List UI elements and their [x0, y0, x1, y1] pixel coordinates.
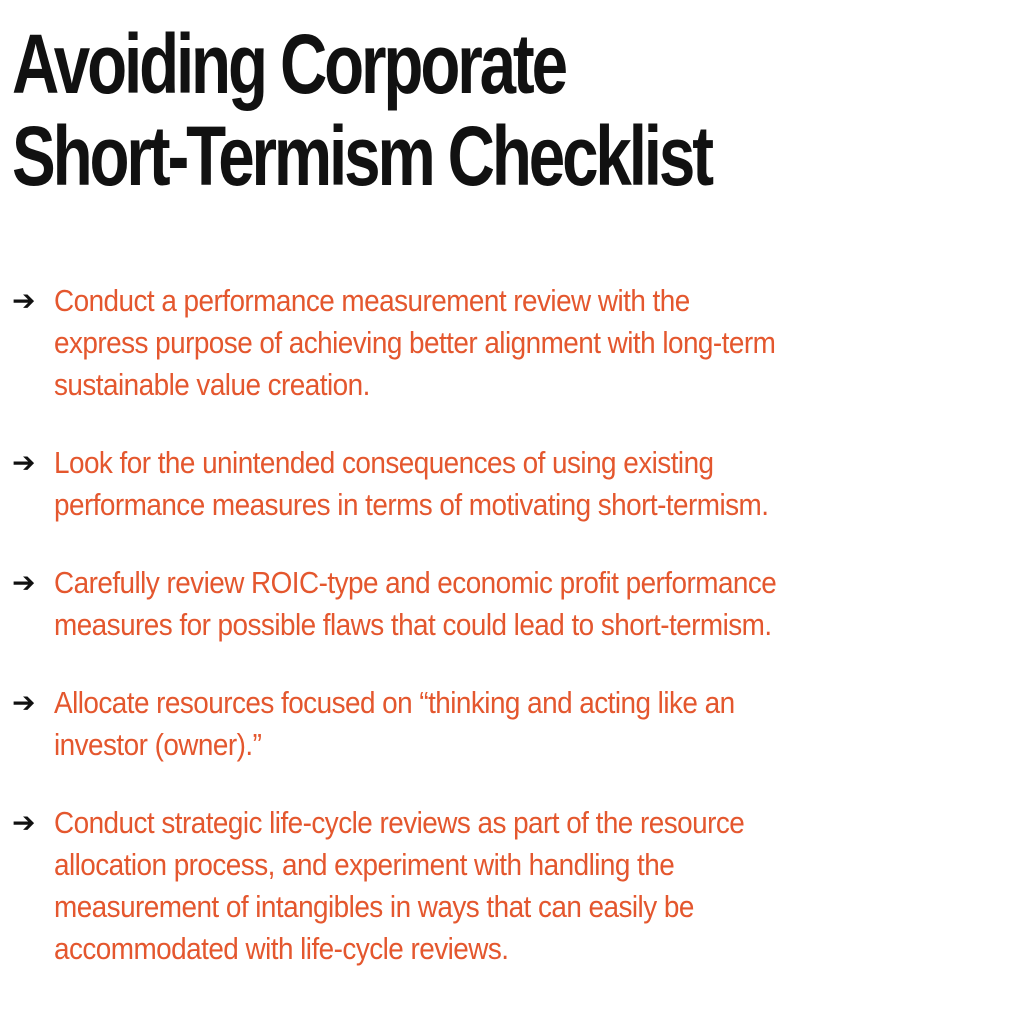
arrow-right-icon: ➔ — [12, 446, 35, 479]
checklist-item-line: performance measures in terms of motivating short-termism. — [54, 487, 769, 522]
checklist-item — [12, 280, 993, 406]
title-line-1: Avoiding Corporate — [12, 17, 565, 111]
checklist-item-line: Carefully review ROIC-type and economic profit performance — [54, 565, 777, 600]
checklist-item-line: sustainable value creation. — [54, 367, 370, 402]
checklist-item-line: measurement of intangibles in ways that can easily be — [54, 889, 694, 924]
checklist-item-line: Look for the unintended consequences of using existing — [54, 445, 714, 480]
checklist-item-text — [54, 280, 990, 406]
checklist — [12, 280, 993, 1006]
page-title — [12, 18, 987, 202]
checklist-item — [12, 562, 993, 646]
checklist-item-line: measures for possible flaws that could lead to short-termism. — [54, 607, 772, 642]
checklist-item-text — [54, 682, 990, 766]
checklist-item — [12, 802, 993, 970]
checklist-item-line: accommodated with life-cycle reviews. — [54, 931, 509, 966]
checklist-item-text — [54, 442, 990, 526]
checklist-item-line: allocation process, and experiment with handling the — [54, 847, 675, 882]
checklist-item-line: express purpose of achieving better alignment with long-term — [54, 325, 776, 360]
checklist-item-line: Conduct strategic life-cycle reviews as part of the resource — [54, 805, 745, 840]
title-line-2: Short-Termism Checklist — [12, 109, 711, 203]
arrow-right-icon: ➔ — [12, 686, 35, 719]
checklist-item-line: Conduct a performance measurement review with the — [54, 283, 690, 318]
arrow-right-icon: ➔ — [12, 806, 35, 839]
arrow-right-icon: ➔ — [12, 284, 35, 317]
checklist-item-line: investor (owner).” — [54, 727, 262, 762]
checklist-item-text — [54, 562, 990, 646]
arrow-right-icon: ➔ — [12, 566, 35, 599]
checklist-item — [12, 442, 993, 526]
checklist-item-line: Allocate resources focused on “thinking and acting like an — [54, 685, 735, 720]
checklist-item — [12, 682, 993, 766]
checklist-item-text — [54, 802, 990, 970]
